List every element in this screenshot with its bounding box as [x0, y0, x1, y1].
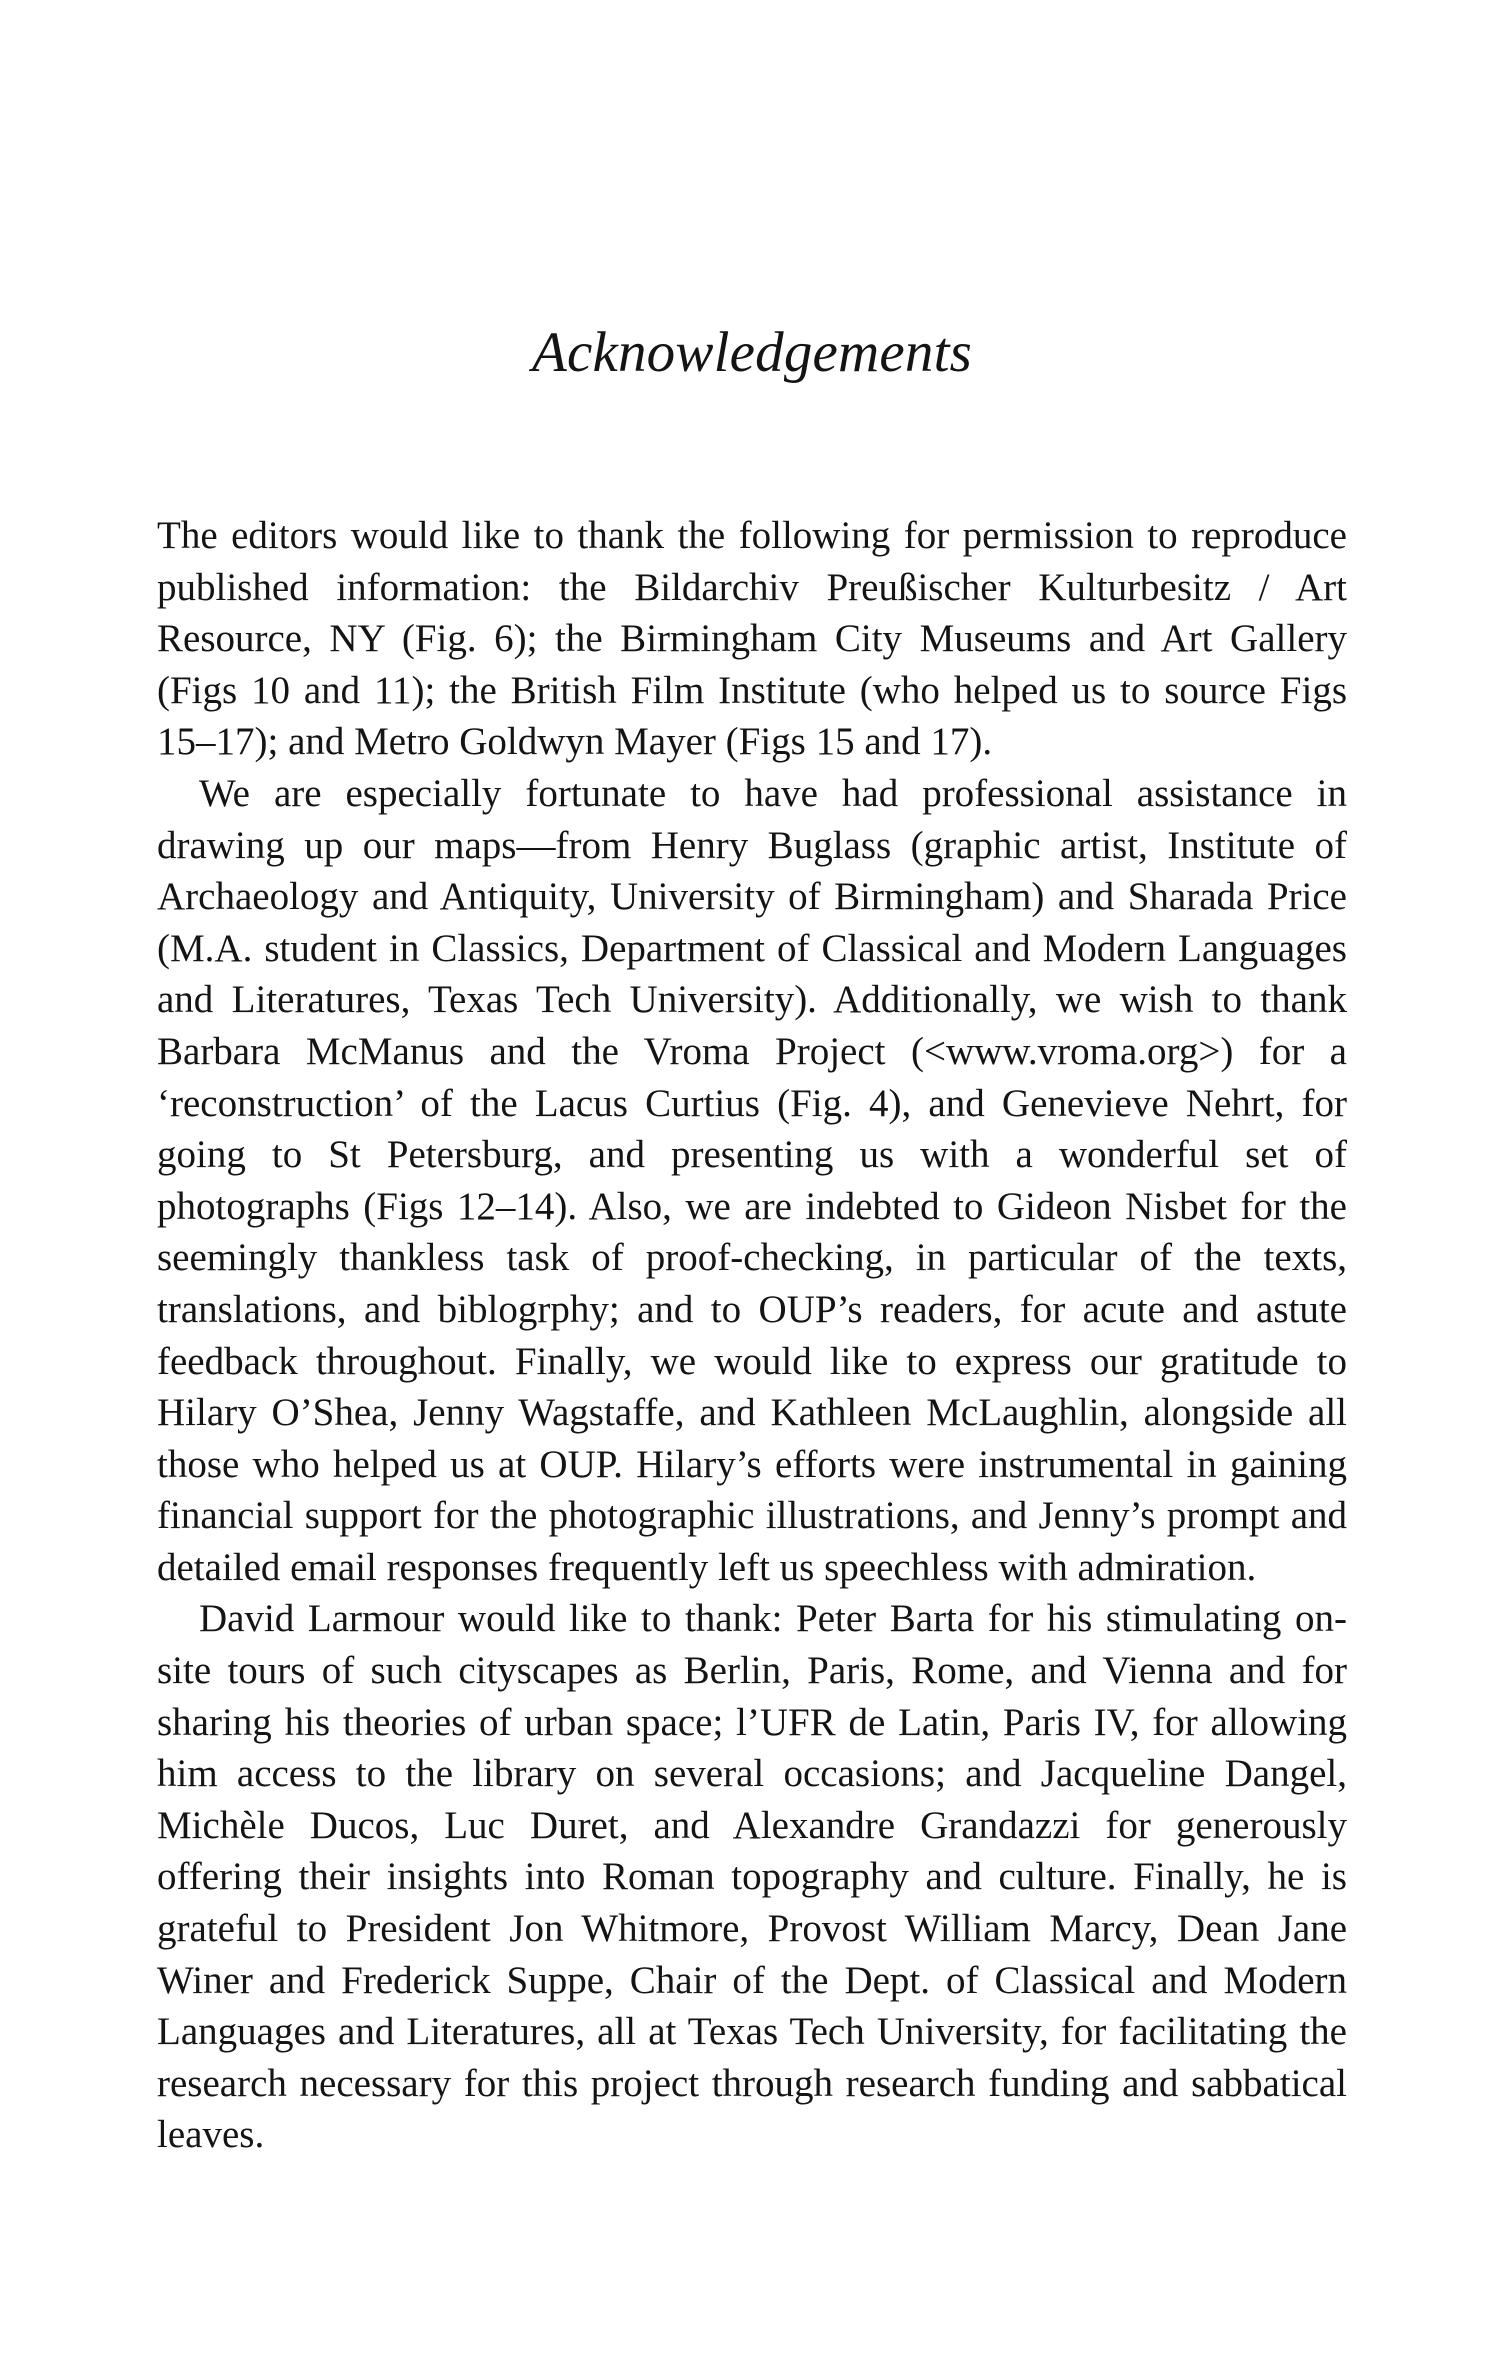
acknowledgements-body — [157, 510, 1347, 2161]
page-title: Acknowledgements — [531, 321, 973, 384]
page — [157, 0, 1347, 2161]
paragraph-permissions: The editors would like to thank the following for permission to reproduce published information: the Bildarchiv Preußischer Kulturbesitz / Art Resource, NY (Fig. 6); the Birmingham City Museums and Art Gallery (Figs 10 and 11); the British Film Institute (who helped us to source Figs 15–17); and Metro Goldwyn Mayer (Figs 15 and 17). — [157, 514, 1347, 764]
paragraph-assistance: We are especially fortunate to have had professional assistance in drawing up our maps—from Henry Buglass (graphic artist, Institute of Archaeology and Antiquity, University of Birmingham) and Sharada Price (M.A. student in Classics, Department of Classical and Modern Languages and Literatures, Texas Tech University). Additionally, we wish to thank Barbara McManus and the Vroma Project (<www.vroma.org>) for a ‘reconstruction’ of the Lacus Curtius (Fig. 4), and Genevieve Nehrt, for going to St Petersburg, and presenting us with a wonderful set of photographs (Figs 12–14). Also, we are indebted to Gideon Nisbet for the seemingly thankless task of proof-checking, in particular of the texts, translations, and biblogrphy; and to OUP’s readers, for acute and astute feedback throughout. Finally, we would like to express our gratitude to Hilary O’Shea, Jenny Wagstaffe, and Kathleen McLaughlin, alongside all those who helped us at OUP. Hilary’s efforts were instrumental in gaining financial support for the photographic illustrations, and Jenny’s prompt and detailed email responses frequently left us speechless with admiration. — [157, 771, 1347, 1589]
paragraph-larmour-thanks: David Larmour would like to thank: Peter Barta for his stimulating on-site tours of such cityscapes as Berlin, Paris, Rome, and Vienna and for sharing his theories of urban space; l’UFR de Latin, Paris IV, for allowing him access to the library on several occasions; and Jacqueline Dangel, Michèle Ducos, Luc Duret, and Alexandre Grandazzi for generously offering their insights into Roman topography and culture. Finally, he is grateful to President Jon Whitmore, Provost William Marcy, Dean Jane Winer and Frederick Suppe, Chair of the Dept. of Classical and Modern Languages and Literatures, all at Texas Tech University, for facilitating the research necessary for this project through research funding and sabbatical leaves. — [157, 1597, 1347, 2157]
